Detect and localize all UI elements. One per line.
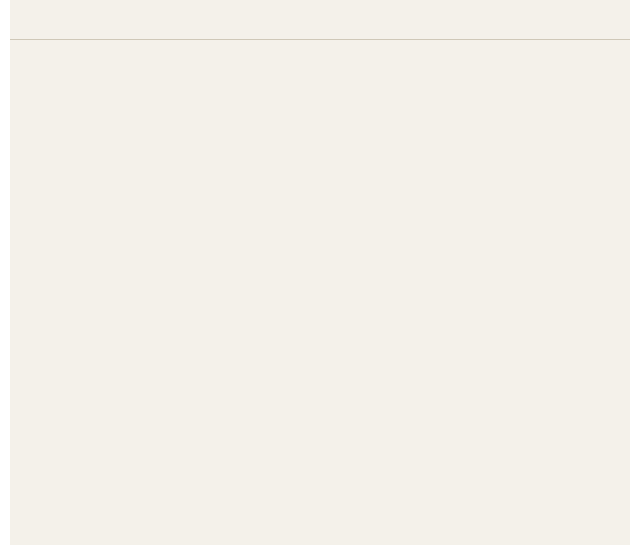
table-page	[10, 0, 630, 545]
table-header	[10, 0, 630, 40]
continued-note	[10, 39, 630, 62]
table-body	[10, 39, 630, 62]
